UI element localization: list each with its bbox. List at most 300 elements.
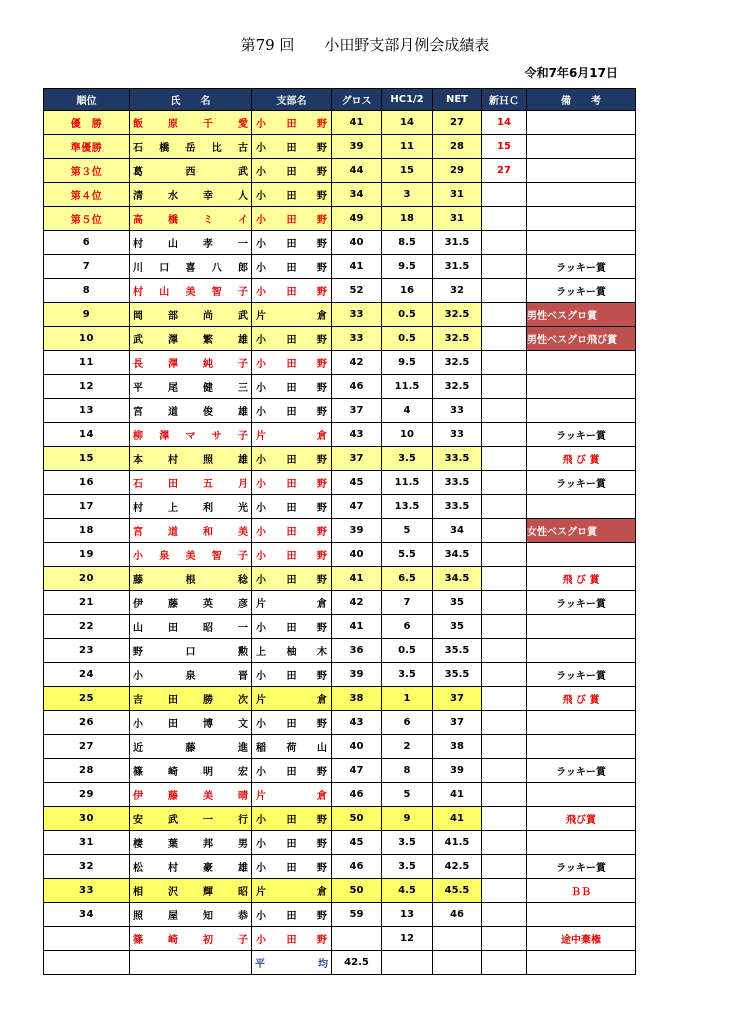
gross-cell: 46 <box>332 783 382 807</box>
name-cell-char: 篠 <box>133 767 143 778</box>
name-cell-char: 郎 <box>238 263 248 274</box>
name-cell-chars <box>130 163 251 178</box>
rank-cell: 29 <box>44 783 130 807</box>
name-cell-char: 小 <box>133 719 143 730</box>
branch-cell-char: 荷 <box>286 743 297 754</box>
new-hc-cell <box>482 687 527 711</box>
table-row <box>44 495 636 519</box>
name-cell-chars <box>130 235 251 250</box>
name-cell <box>130 303 252 327</box>
results-table <box>43 88 636 975</box>
branch-cell-chars <box>252 235 331 250</box>
name-cell-char: 平 <box>133 383 143 394</box>
name-cell-char: 柳 <box>133 431 143 442</box>
name-cell-char: 田 <box>168 719 178 730</box>
table-row <box>44 327 636 351</box>
branch-cell <box>252 927 332 951</box>
name-cell-char: 村 <box>133 287 143 298</box>
net-cell: 37 <box>433 687 482 711</box>
net-cell: 31.5 <box>433 255 482 279</box>
branch-cell-char: 野 <box>317 455 327 466</box>
branch-cell-char: 田 <box>286 527 297 538</box>
branch-cell-char: 小 <box>256 911 266 922</box>
hc-cell: 3 <box>382 183 433 207</box>
note-cell: 男性ベスグロ飛び賞 <box>527 327 636 351</box>
table-row <box>44 687 636 711</box>
name-cell-char: 晴 <box>238 791 248 802</box>
event-date: 令和7年6月17日 <box>524 66 618 80</box>
branch-cell-chars <box>252 763 331 778</box>
net-cell: 32.5 <box>433 303 482 327</box>
branch-cell-chars <box>252 379 331 394</box>
name-cell-char: 雄 <box>238 335 248 346</box>
col-gross: グロス <box>332 89 382 111</box>
rank-cell <box>44 927 130 951</box>
name-cell-char: 岡 <box>133 311 143 322</box>
name-cell <box>130 831 252 855</box>
net-cell: 41.5 <box>433 831 482 855</box>
branch-cell-char: 小 <box>256 167 266 178</box>
branch-cell-chars <box>252 211 331 226</box>
name-cell-chars <box>130 427 251 442</box>
branch-cell <box>252 711 332 735</box>
branch-cell-char: 小 <box>256 383 266 394</box>
branch-cell-char: 小 <box>256 503 266 514</box>
name-cell-char: 純 <box>203 359 213 370</box>
gross-cell: 46 <box>332 375 382 399</box>
name-cell-char: 三 <box>238 383 248 394</box>
branch-cell-char: 野 <box>317 191 327 202</box>
name-cell-char: 進 <box>238 743 248 754</box>
branch-cell-char: 小 <box>256 767 266 778</box>
name-cell <box>130 519 252 543</box>
name-cell-char: 邦 <box>203 839 213 850</box>
net-cell: 32.5 <box>433 375 482 399</box>
name-cell-char: 山 <box>168 239 178 250</box>
branch-cell-char: 小 <box>256 623 266 634</box>
branch-cell-char: 野 <box>317 911 327 922</box>
hc-cell: 9 <box>382 807 433 831</box>
name-cell-chars <box>130 547 251 562</box>
branch-cell <box>252 855 332 879</box>
branch-cell-char: 野 <box>317 815 327 826</box>
name-cell-char: 千 <box>203 119 213 130</box>
name-cell-char: 美 <box>185 287 196 298</box>
name-cell-chars <box>130 283 251 298</box>
note-cell <box>527 111 636 135</box>
name-cell-chars <box>130 619 251 634</box>
branch-cell-char: 上 <box>256 647 266 658</box>
rank-cell: 24 <box>44 663 130 687</box>
branch-cell-char: 田 <box>286 407 297 418</box>
table-row <box>44 831 636 855</box>
name-cell-chars <box>130 907 251 922</box>
gross-cell: 39 <box>332 663 382 687</box>
new-hc-cell <box>482 711 527 735</box>
rank-cell: 8 <box>44 279 130 303</box>
name-cell-char: 晋 <box>238 671 248 682</box>
net-cell: 46 <box>433 903 482 927</box>
name-cell-char: 本 <box>133 455 143 466</box>
branch-cell-char: 野 <box>317 287 327 298</box>
note-cell: ラッキー賞 <box>527 759 636 783</box>
branch-cell <box>252 255 332 279</box>
hc-cell: 14 <box>382 111 433 135</box>
name-cell-char: 一 <box>238 623 248 634</box>
name-cell-char: 近 <box>133 743 143 754</box>
name-cell-char: 宮 <box>133 407 143 418</box>
gross-cell: 43 <box>332 711 382 735</box>
branch-cell-char: 小 <box>256 815 266 826</box>
average-empty-name <box>130 951 252 975</box>
branch-cell-chars <box>252 619 331 634</box>
name-cell-char: 伊 <box>133 599 143 610</box>
new-hc-cell <box>482 231 527 255</box>
hc-cell: 5.5 <box>382 543 433 567</box>
name-cell-chars <box>130 595 251 610</box>
name-cell-char: 橋 <box>168 215 178 226</box>
name-cell-chars <box>130 691 251 706</box>
new-hc-cell <box>482 207 527 231</box>
hc-cell: 3.5 <box>382 855 433 879</box>
branch-cell-char: 野 <box>317 503 327 514</box>
new-hc-cell <box>482 183 527 207</box>
name-cell-char: 愛 <box>238 119 248 130</box>
name-cell-char: 英 <box>203 599 213 610</box>
branch-cell-char: 田 <box>286 215 297 226</box>
note-cell: ラッキー賞 <box>527 591 636 615</box>
net-cell: 28 <box>433 135 482 159</box>
name-cell-char: 野 <box>133 647 143 658</box>
branch-cell-char: 小 <box>256 527 266 538</box>
name-cell-char: 宮 <box>133 527 143 538</box>
average-empty-rank <box>44 951 130 975</box>
branch-cell-char: 片 <box>256 695 266 706</box>
gross-cell: 45 <box>332 831 382 855</box>
rank-cell: 19 <box>44 543 130 567</box>
branch-cell-char: 野 <box>317 239 327 250</box>
new-hc-cell <box>482 639 527 663</box>
branch-cell <box>252 351 332 375</box>
net-cell: 27 <box>433 111 482 135</box>
branch-cell-chars <box>252 571 331 586</box>
table-row <box>44 375 636 399</box>
branch-cell-char: 稲 <box>256 743 266 754</box>
new-hc-cell: 15 <box>482 135 527 159</box>
branch-cell-char: 田 <box>286 335 297 346</box>
hc-cell: 11 <box>382 135 433 159</box>
branch-cell <box>252 111 332 135</box>
branch-cell-char: 田 <box>286 671 297 682</box>
branch-cell-chars <box>252 859 331 874</box>
name-cell-char: 智 <box>211 551 222 562</box>
table-row <box>44 543 636 567</box>
hc-cell: 6 <box>382 711 433 735</box>
average-empty-hc <box>382 951 433 975</box>
branch-cell <box>252 639 332 663</box>
branch-cell <box>252 831 332 855</box>
name-cell-char: 部 <box>168 311 178 322</box>
hc-cell: 9.5 <box>382 255 433 279</box>
name-cell-char: 根 <box>185 575 196 586</box>
name-cell-char: 川 <box>133 263 143 274</box>
name-cell-char: 飯 <box>133 119 143 130</box>
net-cell: 42.5 <box>433 855 482 879</box>
name-cell-chars <box>130 523 251 538</box>
name-cell-char: 昭 <box>238 887 248 898</box>
name-cell-char: 上 <box>168 503 178 514</box>
net-cell: 45.5 <box>433 879 482 903</box>
note-cell <box>527 831 636 855</box>
name-cell-char: 澤 <box>168 335 178 346</box>
new-hc-cell <box>482 351 527 375</box>
net-cell: 32 <box>433 279 482 303</box>
hc-cell: 2 <box>382 735 433 759</box>
name-cell-char: 照 <box>133 911 143 922</box>
name-cell <box>130 879 252 903</box>
branch-cell-char: 田 <box>286 719 297 730</box>
table-row <box>44 231 636 255</box>
note-cell: 飛 び 賞 <box>527 567 636 591</box>
name-cell-char: 恭 <box>238 911 248 922</box>
gross-cell: 40 <box>332 735 382 759</box>
new-hc-cell <box>482 519 527 543</box>
name-cell-chars <box>130 475 251 490</box>
name-cell-char: ミ <box>203 215 213 226</box>
branch-cell-char: 田 <box>286 191 297 202</box>
name-cell-char: 彦 <box>238 599 248 610</box>
name-cell <box>130 807 252 831</box>
new-hc-cell <box>482 903 527 927</box>
note-cell: 飛 び 賞 <box>527 687 636 711</box>
branch-cell-char: 木 <box>317 647 327 658</box>
name-cell-char: 崎 <box>168 935 178 946</box>
name-cell-char: 崎 <box>168 767 178 778</box>
branch-cell-char: 倉 <box>317 431 327 442</box>
rank-cell: 9 <box>44 303 130 327</box>
hc-cell: 13.5 <box>382 495 433 519</box>
name-cell-char: 泉 <box>185 671 196 682</box>
new-hc-cell <box>482 735 527 759</box>
name-cell-char: 村 <box>133 239 143 250</box>
branch-cell-char: 田 <box>286 167 297 178</box>
name-cell-char: 武 <box>133 335 143 346</box>
gross-cell: 38 <box>332 687 382 711</box>
new-hc-cell <box>482 927 527 951</box>
name-cell <box>130 231 252 255</box>
average-row <box>44 951 636 975</box>
name-cell-char: 田 <box>168 695 178 706</box>
branch-cell-char: 野 <box>317 719 327 730</box>
name-cell-char: 子 <box>238 431 248 442</box>
note-cell <box>527 399 636 423</box>
branch-cell <box>252 303 332 327</box>
name-cell-chars <box>130 739 251 754</box>
gross-cell: 42 <box>332 591 382 615</box>
branch-cell <box>252 591 332 615</box>
branch-cell-char: 小 <box>256 575 266 586</box>
branch-cell <box>252 135 332 159</box>
table-row <box>44 279 636 303</box>
name-cell-char: 健 <box>203 383 213 394</box>
name-cell-char: 沢 <box>168 887 178 898</box>
name-cell-char: 藤 <box>168 791 178 802</box>
name-cell-chars <box>130 643 251 658</box>
branch-cell-char: 田 <box>286 287 297 298</box>
average-empty-net <box>433 951 482 975</box>
name-cell <box>130 927 252 951</box>
name-cell-chars <box>130 811 251 826</box>
name-cell-chars <box>130 859 251 874</box>
table-row <box>44 303 636 327</box>
name-cell-char: 尚 <box>203 311 213 322</box>
branch-cell-char: 小 <box>256 455 266 466</box>
branch-cell-chars <box>252 715 331 730</box>
net-cell: 38 <box>433 735 482 759</box>
branch-cell-chars <box>252 787 331 802</box>
new-hc-cell <box>482 663 527 687</box>
branch-cell-chars <box>252 595 331 610</box>
new-hc-cell <box>482 471 527 495</box>
net-cell: 33.5 <box>433 471 482 495</box>
hc-cell: 3.5 <box>382 663 433 687</box>
name-cell-char: 次 <box>238 695 248 706</box>
branch-cell-char: 倉 <box>317 887 327 898</box>
col-branch: 支部名 <box>252 89 332 111</box>
name-cell-char: 美 <box>203 791 213 802</box>
hc-cell: 4 <box>382 399 433 423</box>
branch-cell-chars <box>252 523 331 538</box>
name-cell-chars <box>130 667 251 682</box>
table-row <box>44 663 636 687</box>
branch-cell-char: 小 <box>256 359 266 370</box>
branch-cell <box>252 567 332 591</box>
rank-cell: 第４位 <box>44 183 130 207</box>
rank-cell: 23 <box>44 639 130 663</box>
name-cell-char: 吉 <box>133 695 143 706</box>
branch-cell-chars <box>252 139 331 154</box>
hc-cell: 11.5 <box>382 375 433 399</box>
average-empty-newhc <box>482 951 527 975</box>
name-cell-char: 繁 <box>203 335 213 346</box>
table-row <box>44 591 636 615</box>
branch-cell-char: 田 <box>286 767 297 778</box>
net-cell: 41 <box>433 783 482 807</box>
name-cell <box>130 567 252 591</box>
branch-cell-char: 小 <box>256 863 266 874</box>
name-cell <box>130 783 252 807</box>
note-cell <box>527 495 636 519</box>
name-cell <box>130 855 252 879</box>
name-cell-chars <box>130 379 251 394</box>
rank-cell: 26 <box>44 711 130 735</box>
new-hc-cell <box>482 447 527 471</box>
table-row <box>44 159 636 183</box>
table-row <box>44 855 636 879</box>
branch-cell-char: 小 <box>256 551 266 562</box>
branch-cell <box>252 183 332 207</box>
rank-cell: 準優勝 <box>44 135 130 159</box>
name-cell <box>130 351 252 375</box>
average-empty-note <box>527 951 636 975</box>
new-hc-cell <box>482 255 527 279</box>
page-title: 第79 回 小田野支部月例会成績表 <box>240 36 490 54</box>
branch-cell-char: 田 <box>286 911 297 922</box>
name-cell <box>130 903 252 927</box>
table-row <box>44 807 636 831</box>
branch-cell-char: 片 <box>256 311 266 322</box>
gross-cell: 50 <box>332 879 382 903</box>
net-cell: 33.5 <box>433 447 482 471</box>
rank-cell: 16 <box>44 471 130 495</box>
gross-cell: 41 <box>332 567 382 591</box>
name-cell-char: 利 <box>203 503 213 514</box>
gross-cell: 45 <box>332 471 382 495</box>
name-cell <box>130 615 252 639</box>
name-cell-char: 相 <box>133 887 143 898</box>
net-cell: 31.5 <box>433 231 482 255</box>
branch-cell-char: 小 <box>256 239 266 250</box>
hc-cell: 9.5 <box>382 351 433 375</box>
branch-cell-chars <box>252 547 331 562</box>
branch-cell-char: 野 <box>317 335 327 346</box>
name-cell-char: 篠 <box>133 935 143 946</box>
name-cell-char: 伊 <box>133 791 143 802</box>
name-cell-char: 原 <box>168 119 178 130</box>
name-cell-char: 孝 <box>203 239 213 250</box>
note-cell <box>527 351 636 375</box>
hc-cell: 0.5 <box>382 639 433 663</box>
rank-cell: 11 <box>44 351 130 375</box>
hc-cell: 7 <box>382 591 433 615</box>
rank-cell: 33 <box>44 879 130 903</box>
name-cell <box>130 663 252 687</box>
name-cell-chars <box>130 355 251 370</box>
new-hc-cell <box>482 759 527 783</box>
rank-cell: 34 <box>44 903 130 927</box>
name-cell-chars <box>130 763 251 778</box>
branch-cell-char: 小 <box>256 143 266 154</box>
name-cell-chars <box>130 715 251 730</box>
branch-cell-char: 野 <box>317 839 327 850</box>
note-cell <box>527 639 636 663</box>
branch-cell-char: 片 <box>256 791 266 802</box>
new-hc-cell <box>482 879 527 903</box>
name-cell-char: 一 <box>238 239 248 250</box>
note-cell: ＢＢ <box>527 879 636 903</box>
branch-cell-char: 野 <box>317 527 327 538</box>
average-label-char: 均 <box>318 959 328 970</box>
net-cell: 31 <box>433 207 482 231</box>
name-cell-char: 美 <box>238 527 248 538</box>
name-cell-char: 棲 <box>133 839 143 850</box>
branch-cell-char: 倉 <box>317 695 327 706</box>
branch-cell-chars <box>252 643 331 658</box>
branch-cell-char: 田 <box>286 935 297 946</box>
branch-cell <box>252 543 332 567</box>
branch-cell <box>252 375 332 399</box>
branch-cell-char: 倉 <box>317 599 327 610</box>
hc-cell: 11.5 <box>382 471 433 495</box>
branch-cell-char: 小 <box>256 287 266 298</box>
note-cell: ラッキー賞 <box>527 663 636 687</box>
name-cell <box>130 183 252 207</box>
branch-cell-chars <box>252 811 331 826</box>
name-cell-char: 稔 <box>238 575 248 586</box>
note-cell: ラッキー賞 <box>527 279 636 303</box>
branch-cell <box>252 399 332 423</box>
name-cell-char: 和 <box>203 527 213 538</box>
